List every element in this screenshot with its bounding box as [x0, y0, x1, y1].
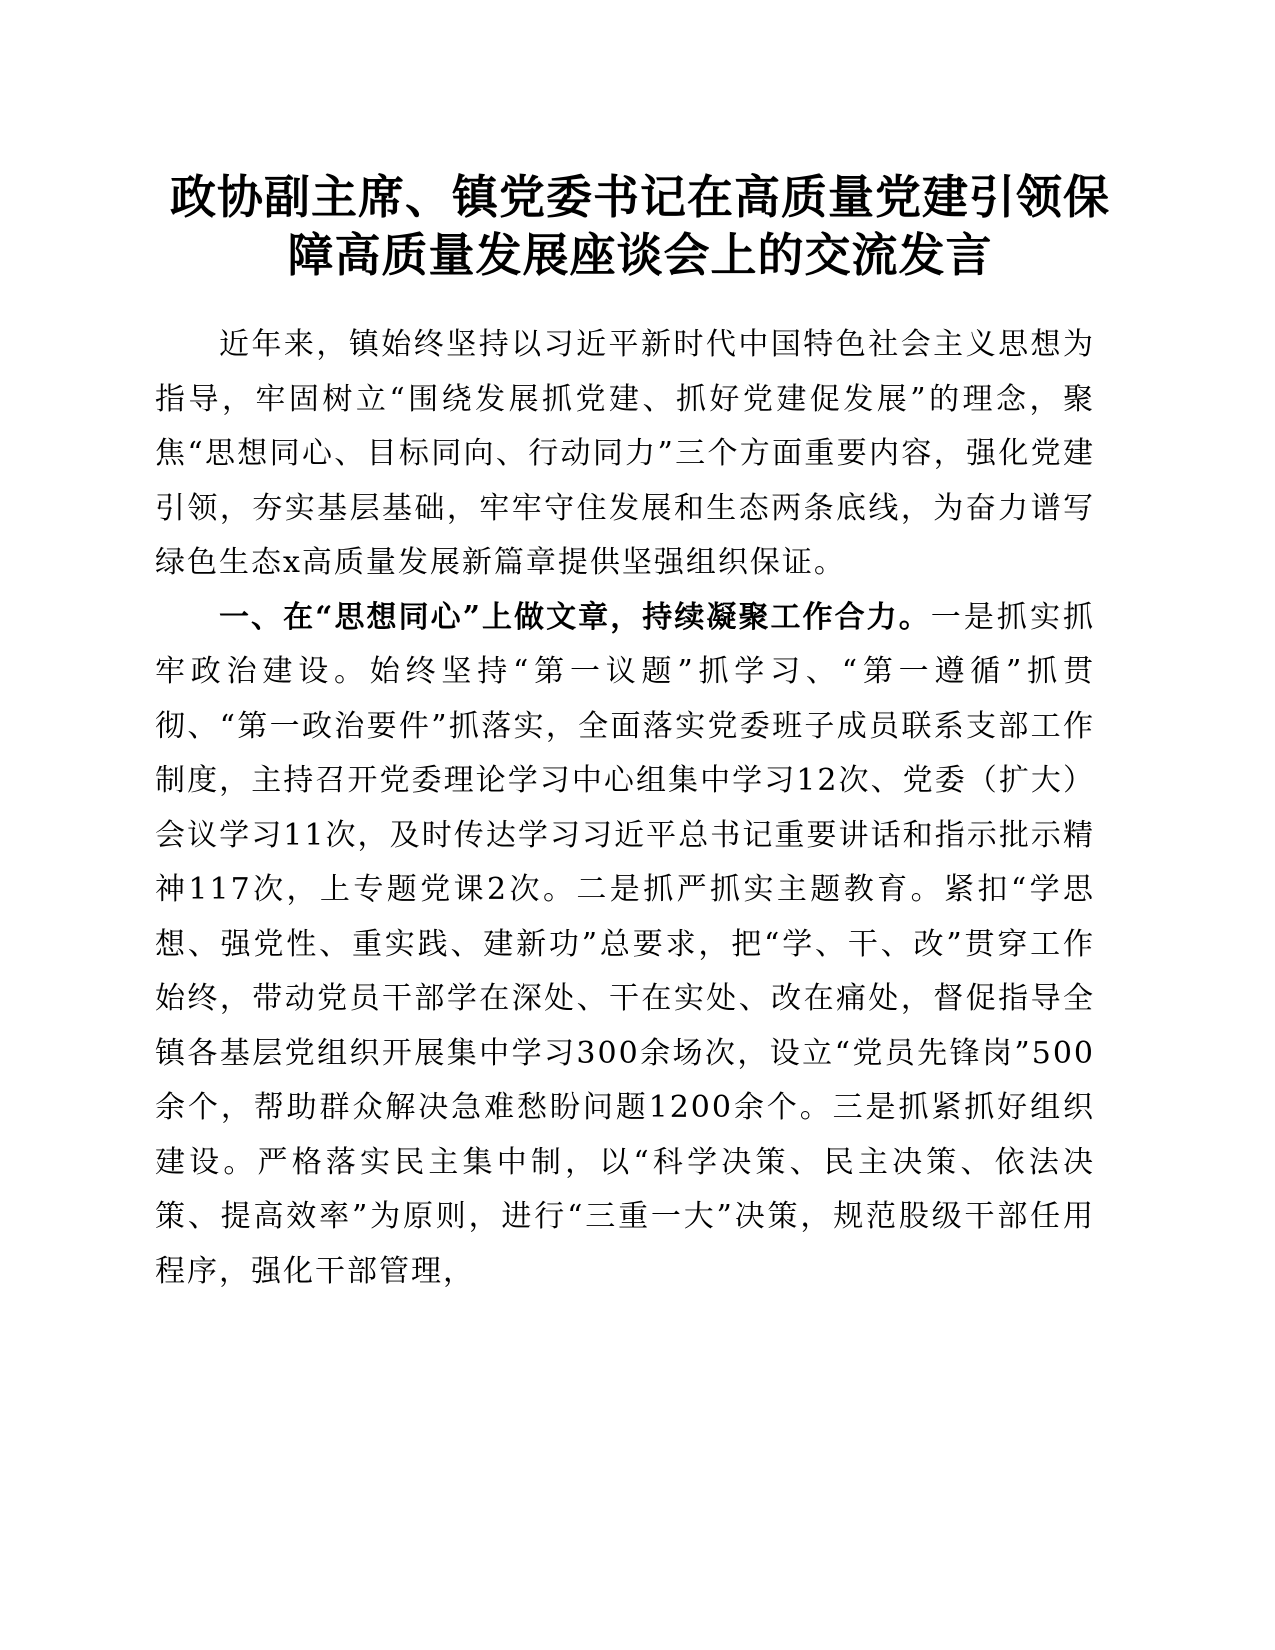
intro-paragraph: 近年来，镇始终坚持以习近平新时代中国特色社会主义思想为指导，牢固树立“围绕发展抓党建、抓好党建促发展”的理念，聚焦“思想同心、目标同向、行动同力”三个方面重要内容，强化党建引领，夯实基层基础，牢牢守住发展和生态两条底线，为奋力谱写绿色生态x高质量发展新篇章提供坚强组织保证。 — [155, 327, 1095, 580]
document-title — [140, 168, 1140, 284]
title-line-1: 政协副主席、镇党委书记在高质量党建引领保 — [170, 170, 1110, 224]
section-1-heading: 一、在“思想同心”上做文章，持续凝聚工作合力。 — [219, 599, 931, 635]
section-1-paragraph — [155, 591, 1095, 1300]
section-1-body: 一是抓实抓牢政治建设。始终坚持“第一议题”抓学习、“第一遵循”抓贯彻、“第一政治要件”抓落实，全面落实党委班子成员联系支部工作制度，主持召开党委理论学习中心组集中学习12次、党委（扩大）会议学习11次，及时传达学习习近平总书记重要讲话和指示批示精神117次，上专题党课2次。二是抓严抓实主题教育。紧扣“学思想、强党性、重实践、建新功”总要求，把“学、干、改”贯穿工作始终，带动党员干部学在深处、干在实处、改在痛处，督促指导全镇各基层党组织开展集中学习300余场次，设立“党员先锋岗”500余个，帮助群众解决急难愁盼问题1200余个。三是抓紧抓好组织建设。严格落实民主集中制，以“科学决策、民主决策、依法决策、提高效率”为原则，进行“三重一大”决策，规范股级干部任用程序，强化干部管理， — [155, 599, 1096, 1289]
title-line-2: 障高质量发展座谈会上的交流发言 — [287, 228, 993, 282]
document-body — [155, 318, 1095, 1299]
